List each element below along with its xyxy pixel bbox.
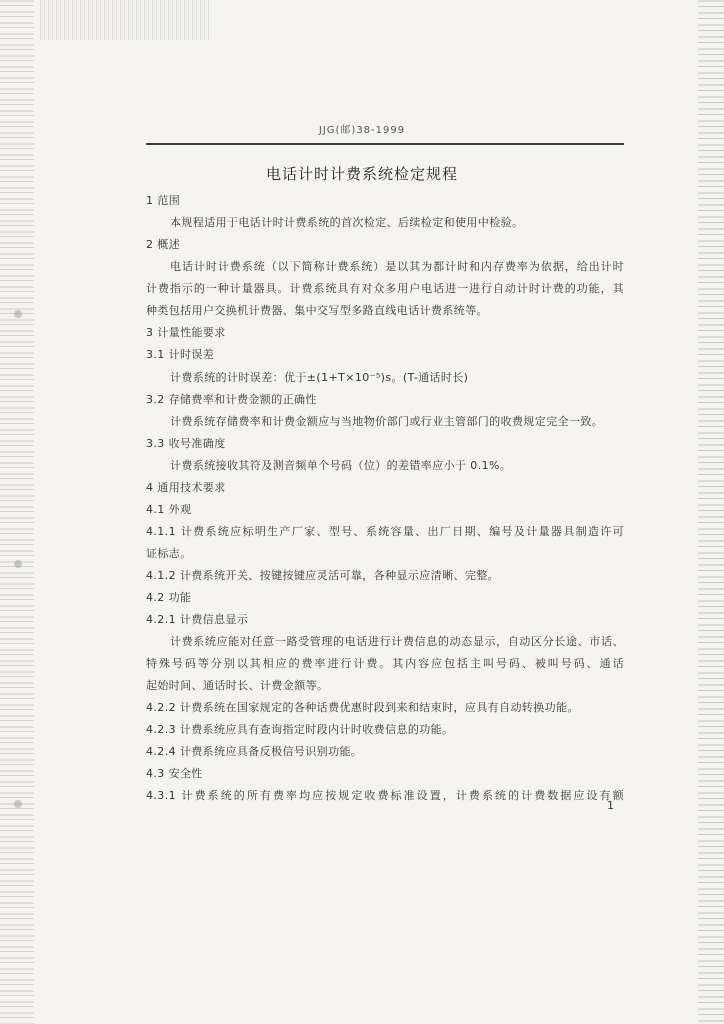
paragraph-line: 4.2.2 计费系统在国家规定的各种话费优惠时段到来和结束时，应具有自动转换功能。 [146,701,579,714]
section-heading: 1 范围 [146,194,181,207]
subsection-heading: 3.1 计时误差 [146,348,215,361]
binding-hole [14,560,22,568]
scan-edge-left [0,0,34,1024]
paragraph-line: 起始时间、通话时长、计费金额等。 [146,679,329,692]
paragraph-line: 4.1.2 计费系统开关、按键按键应灵活可靠，各种显示应清晰、完整。 [146,569,500,582]
paragraph-line: 4.3.1 计费系统的所有费率均应按规定收费标准设置，计费系统的计费数据应设有额 [146,789,624,802]
section-heading: 3 计量性能要求 [146,326,226,339]
section-heading: 4 通用技术要求 [146,481,226,494]
page-number: 1 [607,799,614,812]
paragraph-line: 计费系统应能对任意一路受管理的电话进行计费信息的动态显示，自动区分长途、市话、 [170,635,624,648]
binding-hole [14,800,22,808]
paragraph-line: 4.1.1 计费系统应标明生产厂家、型号、系统容量、出厂日期、编号及计量器具制造许可 [146,525,624,538]
paragraph-line: 4.2.4 计费系统应具备反极信号识别功能。 [146,745,363,758]
binding-hole [14,310,22,318]
paragraph-line: 计费指示的一种计量器具。计费系统具有对众多用户电话进一进行自动计时计费的功能，其 [146,282,624,295]
paragraph-line: 计费系统存储费率和计费金额应与当地物价部门或行业主管部门的收费规定完全一致。 [170,415,604,428]
scan-corner-noise [40,0,210,40]
subsection-heading: 3.2 存储费率和计费金额的正确性 [146,393,317,406]
paragraph-line: 特殊号码等分别以其相应的费率进行计费。其内容应包括主叫号码、被叫号码、通话 [146,657,624,670]
subsection-heading: 4.2 功能 [146,591,192,604]
subsection-heading: 4.1 外观 [146,503,192,516]
subsection-heading: 4.2.1 计费信息显示 [146,613,249,626]
paragraph-line: 种类包括用户交换机计费器、集中交写型多路直线电话计费系统等。 [146,304,488,317]
subsection-heading: 4.3 安全性 [146,767,203,780]
document-code: JJG(邮)38-1999 [318,125,406,136]
subsection-heading: 3.3 收号准确度 [146,437,226,450]
section-heading: 2 概述 [146,238,181,251]
paragraph-line: 本规程适用于电话计时计费系统的首次检定、后续检定和使用中检验。 [170,216,524,229]
paragraph-line: 电话计时计费系统（以下简称计费系统）是以其为都计时和内存费率为依据，给出计时 [170,260,624,273]
document-title: 电话计时计费系统检定规程 [265,165,458,183]
header-rule [146,143,624,145]
paragraph-line: 计费系统的计时误差：优于±(1+T×10⁻⁵)s。(T-通话时长) [170,371,469,384]
paragraph-line: 计费系统接收其符及测音频单个号码（位）的差错率应小于 0.1%。 [170,459,512,472]
paragraph-line: 证标志。 [146,547,192,560]
paragraph-line: 4.2.3 计费系统应具有查询指定时段内计时收费信息的功能。 [146,723,454,736]
scan-edge-right [698,0,724,1024]
